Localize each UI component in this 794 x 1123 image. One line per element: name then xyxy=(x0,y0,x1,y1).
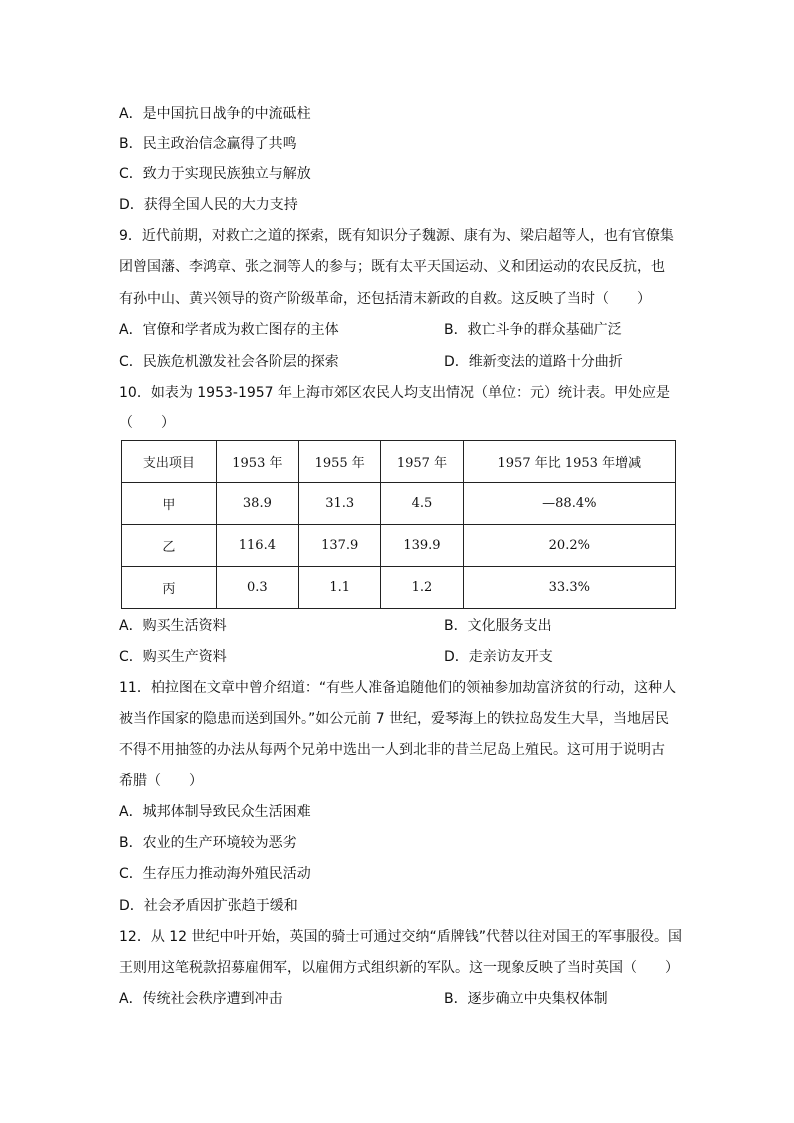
q11-stem-line-3: 不得不用抽签的办法从每两个兄弟中选出一人到北非的昔兰尼岛上殖民。这可用于说明古 xyxy=(119,742,665,758)
q10-stem-line-2: （ ） xyxy=(119,415,175,431)
q8-option-a: A．是中国抗日战争的中流砥柱 xyxy=(119,106,311,122)
table-cell: 31.3 xyxy=(299,483,381,525)
q11-option-d: D．社会矛盾因扩张趋于缓和 xyxy=(119,898,298,914)
q9-stem-line-1: 9．近代前期，对救亡之道的探索，既有知识分子魏源、康有为、梁启超等人，也有官僚集 xyxy=(119,228,674,244)
table-header: 1955 年 xyxy=(299,441,381,483)
table-cell: 20.2% xyxy=(463,525,675,567)
q9-option-c: C．民族危机激发社会各阶层的探索 xyxy=(119,354,339,370)
q9-option-b: B．救亡斗争的群众基础广泛 xyxy=(444,322,622,338)
table-cell: 139.9 xyxy=(381,525,463,567)
table-cell: 乙 xyxy=(122,525,217,567)
expenditure-table xyxy=(121,440,676,609)
q11-option-a: A．城邦体制导致民众生活困难 xyxy=(119,804,311,820)
q12-stem-line-1: 12．从 12 世纪中叶开始，英国的骑士可通过交纳“盾牌钱”代替以往对国王的军事服役。国 xyxy=(119,929,683,945)
q10-option-b: B．文化服务支出 xyxy=(444,618,552,634)
q10-stem-line-1: 10．如表为 1953-1957 年上海市郊区农民人均支出情况（单位：元）统计表。甲处应是 xyxy=(119,385,671,401)
q9-option-d: D．维新变法的道路十分曲折 xyxy=(444,354,623,370)
q12-stem-line-2: 王则用这笔税款招募雇佣军，以雇佣方式组织新的军队。这一现象反映了当时英国（ ） xyxy=(119,960,679,976)
table-cell: —88.4% xyxy=(463,483,675,525)
q11-option-c: C．生存压力推动海外殖民活动 xyxy=(119,866,311,882)
table-cell: 1.1 xyxy=(299,567,381,609)
table-cell: 38.9 xyxy=(216,483,298,525)
table-row xyxy=(122,525,676,567)
table-cell: 137.9 xyxy=(299,525,381,567)
table-cell: 0.3 xyxy=(216,567,298,609)
q10-option-a: A．购买生活资料 xyxy=(119,618,227,634)
table-header: 1957 年 xyxy=(381,441,463,483)
q11-option-b: B．农业的生产环境较为恶劣 xyxy=(119,835,297,851)
q12-option-b: B．逐步确立中央集权体制 xyxy=(444,991,608,1007)
table-header-row xyxy=(122,441,676,483)
table-cell: 4.5 xyxy=(381,483,463,525)
q8-option-b: B．民主政治信念赢得了共鸣 xyxy=(119,136,297,152)
table-cell: 116.4 xyxy=(216,525,298,567)
table-cell: 33.3% xyxy=(463,567,675,609)
q9-stem-line-3: 有孙中山、黄兴领导的资产阶级革命，还包括清末新政的自救。这反映了当时（ ） xyxy=(119,291,651,307)
table-header: 支出项目 xyxy=(122,441,217,483)
q10-option-c: C．购买生产资料 xyxy=(119,649,227,665)
table-cell: 1.2 xyxy=(381,567,463,609)
table-header: 1953 年 xyxy=(216,441,298,483)
q9-option-a: A．官僚和学者成为救亡图存的主体 xyxy=(119,322,339,338)
q9-stem-line-2: 团曾国藩、李鸿章、张之洞等人的参与；既有太平天国运动、义和团运动的农民反抗，也 xyxy=(119,259,665,275)
q11-stem-line-1: 11．柏拉图在文章中曾介绍道：“有些人准备追随他们的领袖参加劫富济贫的行动，这种人 xyxy=(119,680,677,696)
table-cell: 丙 xyxy=(122,567,217,609)
q11-stem-line-2: 被当作国家的隐患而送到国外。”如公元前 7 世纪，爱琴海上的铁拉岛发生大旱，当地居民 xyxy=(119,711,670,727)
q8-option-d: D．获得全国人民的大力支持 xyxy=(119,197,298,213)
table-header: 1957 年比 1953 年增减 xyxy=(463,441,675,483)
table-row xyxy=(122,483,676,525)
q8-option-c: C．致力于实现民族独立与解放 xyxy=(119,166,311,182)
q10-option-d: D．走亲访友开支 xyxy=(444,649,553,665)
q12-option-a: A．传统社会秩序遭到冲击 xyxy=(119,991,283,1007)
q11-stem-line-4: 希腊（ ） xyxy=(119,773,203,789)
table-row xyxy=(122,567,676,609)
table-cell: 甲 xyxy=(122,483,217,525)
